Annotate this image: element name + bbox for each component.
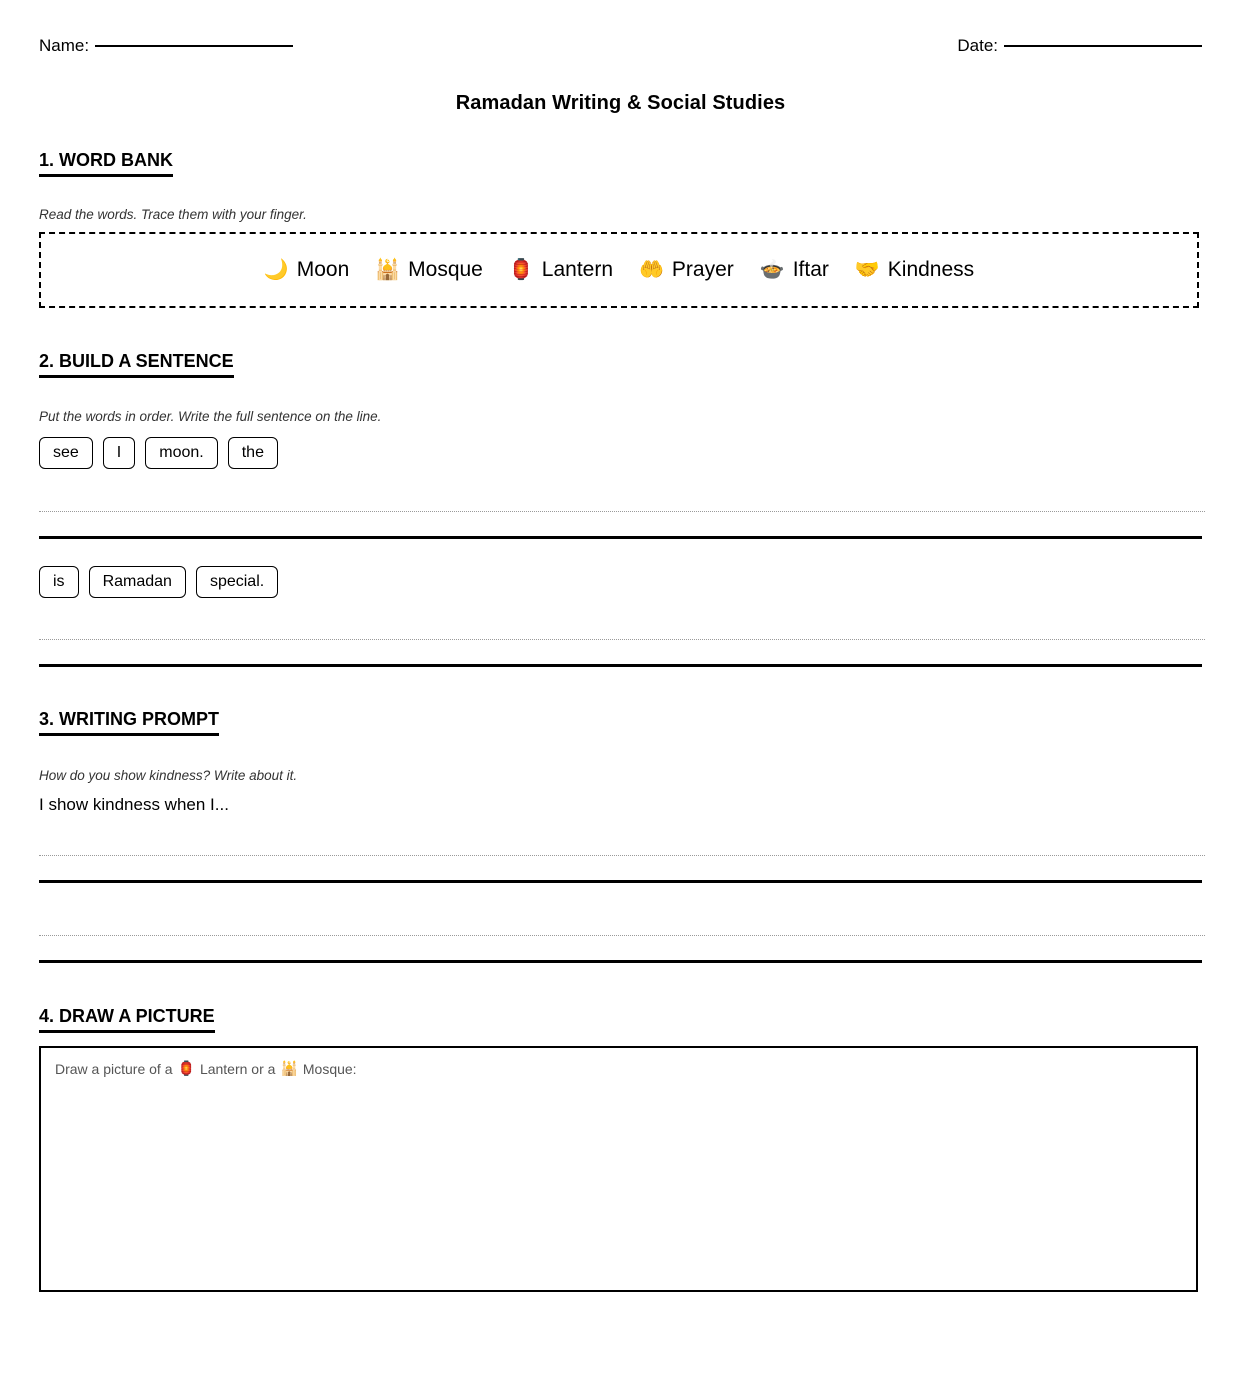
word-tile[interactable]: is [39,566,79,598]
word-bank-label: Iftar [792,258,829,281]
writing-prompt-starter: I show kindness when I... [39,795,229,814]
word-bank-box [39,232,1199,308]
date-field[interactable] [957,36,1202,56]
lantern-icon: 🏮 [177,1060,195,1076]
drawing-area-caption [55,1060,357,1077]
word-bank-list [264,258,974,282]
page-title: Ramadan Writing & Social Studies [455,92,786,114]
word-bank-item[interactable] [375,258,483,282]
section-heading-draw-picture: 4. DRAW A PICTURE [39,1006,215,1033]
word-bank-label: Prayer [671,258,734,281]
crescent-moon-icon: 🌙 [263,259,289,281]
writing-rule-dotted[interactable] [39,855,1205,856]
writing-rule-dotted[interactable] [39,639,1205,640]
lantern-icon: 🏮 [508,259,534,281]
instruction-writing-prompt: How do you show kindness? Write about it. [39,768,298,783]
name-field[interactable] [39,36,293,56]
instruction-word-bank: Read the words. Trace them with your finger. [39,207,307,222]
name-label: Name: [39,36,90,55]
writing-rule-dotted[interactable] [39,935,1205,936]
writing-rule-solid[interactable] [39,536,1202,539]
word-tile[interactable]: Ramadan [89,566,186,598]
word-tile[interactable]: special. [196,566,278,598]
word-tile[interactable]: moon. [145,437,217,469]
drawing-area[interactable] [39,1046,1198,1292]
word-tile[interactable]: see [39,437,93,469]
word-bank-label: Mosque [408,258,483,281]
word-bank-label: Lantern [541,258,614,281]
writing-rule-solid[interactable] [39,880,1202,883]
word-bank-label: Moon [296,258,350,281]
praying-hands-icon: 🤲 [639,259,664,281]
word-tile-row [39,437,278,469]
writing-rule-solid[interactable] [39,960,1202,963]
word-tile[interactable]: the [228,437,278,469]
name-write-line[interactable] [95,45,293,47]
word-bank-item[interactable] [639,258,734,282]
name-date-row [39,36,1202,62]
section-heading-word-bank: 1. WORD BANK [39,150,173,177]
word-bank-item[interactable] [264,258,349,282]
section-heading-writing-prompt: 3. WRITING PROMPT [39,709,219,736]
writing-rule-dotted[interactable] [39,511,1205,512]
caption-second-word: Mosque: [302,1060,357,1077]
word-bank-item[interactable] [509,258,613,282]
date-write-line[interactable] [1004,45,1202,47]
word-tile[interactable]: I [103,437,135,469]
word-bank-item[interactable] [855,258,974,282]
instruction-build-sentence: Put the words in order. Write the full sentence on the line. [39,409,382,424]
caption-prefix-text: Draw a picture of a [55,1060,173,1077]
mosque-icon: 🕌 [280,1060,298,1076]
writing-rule-solid[interactable] [39,664,1202,667]
word-tile-row [39,566,278,598]
stew-bowl-icon: 🍲 [759,259,785,281]
word-bank-label: Kindness [887,258,975,281]
caption-first-word: Lantern or a [199,1060,276,1077]
section-heading-build-sentence: 2. BUILD A SENTENCE [39,351,234,378]
mosque-icon: 🕌 [375,259,401,281]
handshake-icon: 🤝 [854,259,880,281]
date-label: Date: [957,36,998,55]
word-bank-item[interactable] [760,258,829,282]
